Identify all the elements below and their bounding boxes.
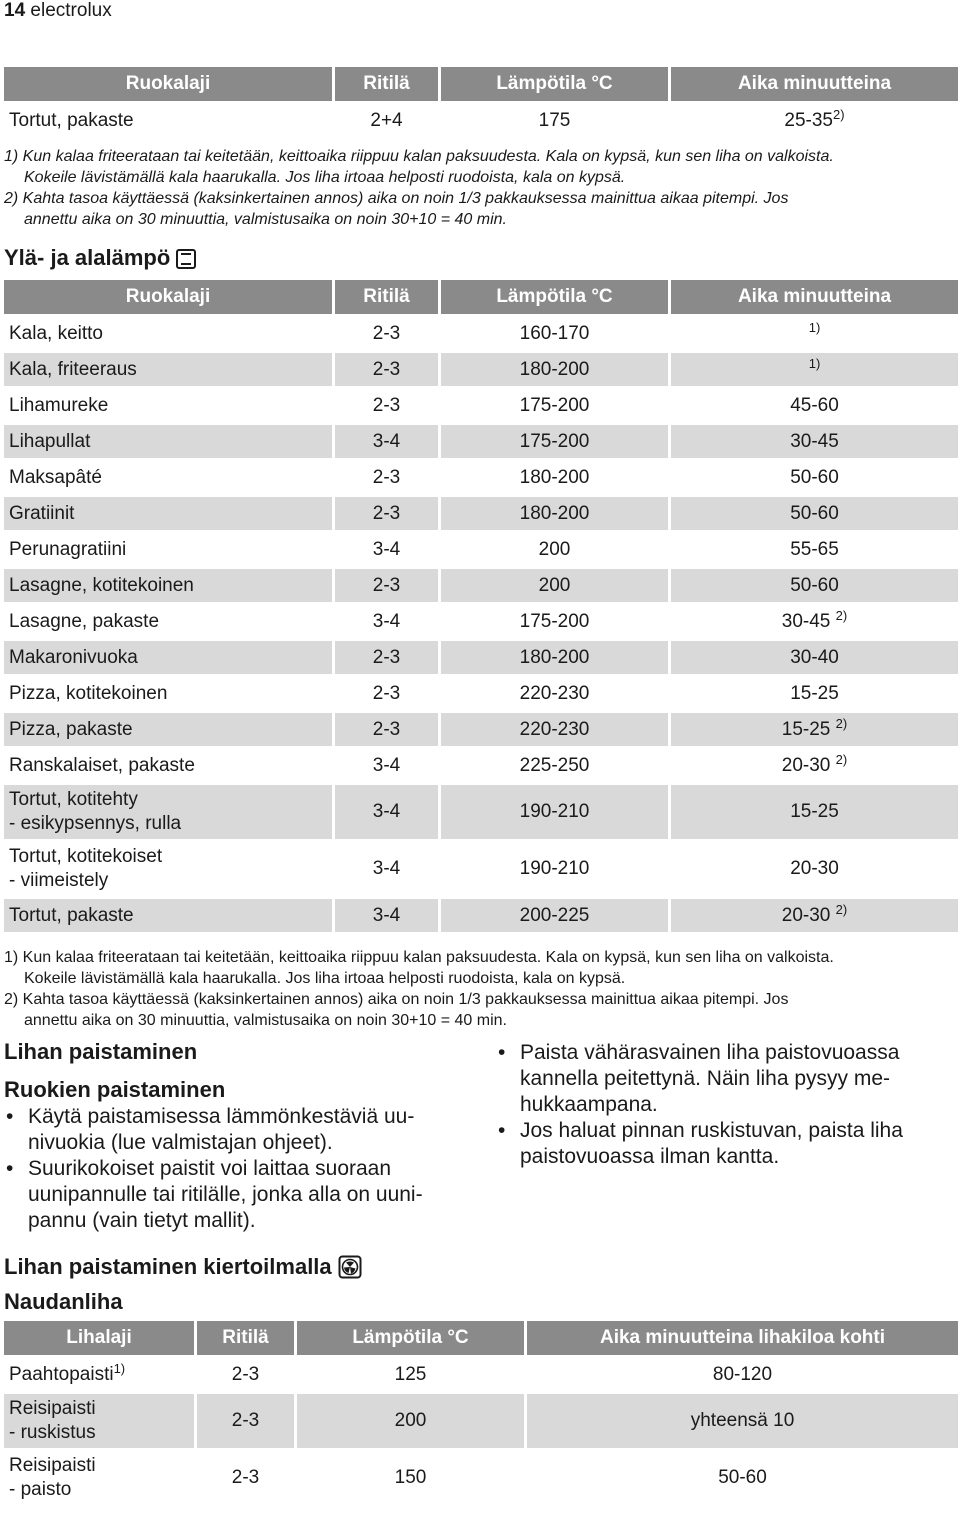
cell-shelf: 3-4 — [332, 899, 438, 932]
cell-temp: 150 — [294, 1451, 524, 1505]
cell-dish: Kala, friteeraus — [4, 353, 332, 386]
tip-line: • Jos haluat pinnan ruskistuvan, paista liha — [520, 1119, 903, 1142]
table-beef — [4, 1318, 958, 1508]
brand-name: electrolux — [30, 0, 112, 21]
cell-shelf: 3-4 — [332, 749, 438, 782]
cell-temp: 175-200 — [438, 389, 668, 422]
time-value: 20-30 — [790, 858, 839, 879]
footnotes-1 — [4, 146, 954, 230]
table-row — [4, 677, 958, 710]
cell-time — [668, 842, 958, 896]
footnote-ref: 1) — [808, 319, 821, 335]
cell-time — [668, 317, 958, 350]
table-header-row — [4, 1321, 958, 1355]
section-title: Ylä- ja alalämpö — [4, 245, 171, 270]
table-row — [4, 533, 958, 566]
section-title: Lihan paistaminen kiertoilmalla — [4, 1254, 332, 1279]
cell-temp: 180-200 — [438, 641, 668, 674]
dish-line-1: Tortut, kotitekoiset — [9, 846, 163, 867]
tip-line: kannella peitettynä. Näin liha pysyy me- — [520, 1067, 891, 1090]
cell-dish: Ranskalaiset, pakaste — [4, 749, 332, 782]
cell-dish: Perunagratiini — [4, 533, 332, 566]
footnote-1-line-1: 1) Kun kalaa friteerataan tai keitetään, keittoaika riippuu kalan paksuudesta. Kala on kypsä, kun sen liha on valkoista. — [4, 148, 834, 165]
cell-temp: 220-230 — [438, 677, 668, 710]
list-item — [4, 1104, 474, 1156]
footnote-1-line-2: Kokeile lävistämällä kala haarukalla. Jos liha irtoaa helposti ruodoista, kala on kypsä. — [24, 970, 626, 987]
cell-meat — [4, 1394, 194, 1448]
cell-temp: 180-200 — [438, 353, 668, 386]
footnote-2-line-1: 2) Kahta tasoa käyttäessä (kaksinkertainen annos) aika on noin 1/3 pakkauksessa mainittua aikaa pitempi. Jos — [4, 190, 789, 207]
cell-shelf: 2-3 — [332, 677, 438, 710]
time-value: 20-30 — [781, 754, 831, 776]
cell-dish: Pizza, kotitekoinen — [4, 677, 332, 710]
table-row — [4, 785, 958, 839]
cell-time — [668, 497, 958, 530]
table-row — [4, 1358, 958, 1391]
tip-line: nivuokia (lue valmistajan ohjeet). — [28, 1131, 333, 1154]
footnote-1-line-2: Kokeile lävistämällä kala haarukalla. Jos liha irtoaa helposti ruodoista, kala on kypsä. — [24, 169, 626, 186]
cell-time — [668, 425, 958, 458]
roasting-tips-left — [4, 1104, 474, 1234]
cell-dish — [4, 842, 332, 896]
col-header-shelf: Ritilä — [194, 1321, 294, 1355]
tip-line: paistovuoassa ilman kantta. — [520, 1145, 780, 1168]
col-header-dish: Ruokalaji — [4, 67, 332, 101]
cell-dish: Maksapâté — [4, 461, 332, 494]
meat-line-1: Reisipaisti — [9, 1455, 96, 1476]
list-item — [496, 1118, 956, 1170]
col-header-temp: Lämpötila °C — [438, 67, 668, 101]
table-row — [4, 1451, 958, 1505]
cell-time: yhteensä 10 — [524, 1394, 958, 1448]
cell-time — [668, 461, 958, 494]
cell-dish — [4, 785, 332, 839]
cell-shelf: 2-3 — [332, 317, 438, 350]
footnote-ref: 1) — [808, 355, 821, 371]
col-header-meat: Lihalaji — [4, 1321, 194, 1355]
time-value: 50-60 — [790, 574, 839, 596]
footnote-ref: 2) — [835, 751, 848, 767]
cell-dish: Makaronivuoka — [4, 641, 332, 674]
footnote-ref: 2) — [835, 901, 848, 917]
cell-dish: Lasagne, pakaste — [4, 605, 332, 638]
top-bottom-heat-icon — [176, 249, 196, 269]
page-number: 14 — [4, 0, 26, 21]
time-value: 45-60 — [790, 394, 839, 416]
cell-time — [668, 104, 958, 137]
cell-shelf: 3-4 — [332, 785, 438, 839]
cell-time — [668, 785, 958, 839]
time-value: 30-40 — [790, 646, 839, 668]
time-value: 20-30 — [781, 904, 831, 926]
col-header-shelf: Ritilä — [332, 280, 438, 314]
cell-shelf: 3-4 — [332, 605, 438, 638]
cell-temp: 175-200 — [438, 605, 668, 638]
cell-temp: 175 — [438, 104, 668, 137]
cell-dish: Kala, keitto — [4, 317, 332, 350]
list-item — [496, 1040, 956, 1118]
cell-dish: Lasagne, kotitekoinen — [4, 569, 332, 602]
tip-line: • Suurikokoiset paistit voi laittaa suoraan — [28, 1157, 392, 1180]
cell-time — [668, 749, 958, 782]
table-row — [4, 461, 958, 494]
table-header-row — [4, 280, 958, 314]
col-header-temp: Lämpötila °C — [294, 1321, 524, 1355]
col-header-temp: Lämpötila °C — [438, 280, 668, 314]
footnote-1-line-1: 1) Kun kalaa friteerataan tai keitetään, keittoaika riippuu kalan paksuudesta. Kala on kypsä, kun sen liha on valkoista. — [4, 949, 834, 966]
cell-temp: 200 — [438, 533, 668, 566]
table-header-row — [4, 67, 958, 101]
cell-shelf: 2-3 — [332, 497, 438, 530]
cell-time — [668, 899, 958, 932]
roasting-tips-right — [496, 1040, 956, 1170]
cell-temp: 200 — [294, 1394, 524, 1448]
footnote-2-line-2: annettu aika on 30 minuuttia, valmistusaika on noin 30+10 = 40 min. — [24, 211, 507, 228]
cell-shelf: 2-3 — [332, 713, 438, 746]
table-row — [4, 569, 958, 602]
cell-temp: 190-210 — [438, 785, 668, 839]
time-value: 30-45 — [781, 610, 831, 632]
subheading-beef: Naudanliha — [4, 1289, 123, 1314]
cell-dish: Gratiinit — [4, 497, 332, 530]
footnote-ref: 1) — [113, 1360, 126, 1376]
meat-line-2: - paisto — [9, 1479, 72, 1500]
time-value: 30-45 — [790, 430, 839, 452]
cell-temp: 175-200 — [438, 425, 668, 458]
cell-shelf: 2-3 — [332, 569, 438, 602]
cell-temp: 200-225 — [438, 899, 668, 932]
section-heading-roasting: Lihan paistaminen — [4, 1039, 198, 1064]
cell-time — [668, 389, 958, 422]
table-row — [4, 1394, 958, 1448]
time-value: 55-65 — [790, 538, 839, 560]
meat-line-1: Reisipaisti — [9, 1398, 96, 1419]
cell-time — [668, 605, 958, 638]
table-row — [4, 842, 958, 896]
col-header-time: Aika minuutteina lihakiloa kohti — [524, 1321, 958, 1355]
tip-line: • Paista vähärasvainen liha paistovuoassa — [520, 1041, 900, 1064]
cell-time: 80-120 — [524, 1358, 958, 1391]
table-row — [4, 353, 958, 386]
dish-line-1: Tortut, kotitehty — [9, 789, 138, 810]
footnote-ref: 2) — [835, 607, 848, 623]
col-header-time: Aika minuutteina — [668, 280, 958, 314]
cell-dish: Tortut, pakaste — [4, 104, 332, 137]
tip-line: • Käytä paistamisessa lämmönkestäviä uu- — [28, 1105, 415, 1128]
cell-shelf: 2-3 — [332, 353, 438, 386]
time-value: 50-60 — [790, 502, 839, 524]
table-row — [4, 641, 958, 674]
table-row — [4, 389, 958, 422]
col-header-time: Aika minuutteina — [668, 67, 958, 101]
cell-time: 50-60 — [524, 1451, 958, 1505]
cell-dish: Tortut, pakaste — [4, 899, 332, 932]
table-top-bottom-heat — [4, 277, 958, 935]
table-row — [4, 899, 958, 932]
cell-temp: 160-170 — [438, 317, 668, 350]
tip-line: hukkaampana. — [520, 1093, 658, 1116]
time-value: 15-25 — [790, 682, 839, 704]
cell-time — [668, 353, 958, 386]
time-value: 50-60 — [790, 466, 839, 488]
cell-dish: Lihamureke — [4, 389, 332, 422]
cell-time — [668, 713, 958, 746]
col-header-dish: Ruokalaji — [4, 280, 332, 314]
table-row — [4, 749, 958, 782]
cell-shelf: 2-3 — [194, 1358, 294, 1391]
footnotes-2 — [4, 947, 954, 1031]
table-row — [4, 605, 958, 638]
time-value: 15-25 — [781, 718, 831, 740]
cell-shelf: 2-3 — [332, 641, 438, 674]
table-row — [4, 497, 958, 530]
section-heading-top-bottom-heat — [4, 245, 196, 271]
page-header — [4, 0, 112, 22]
cell-meat — [4, 1358, 194, 1391]
section-heading-fan-roasting — [4, 1254, 362, 1280]
cell-time — [668, 533, 958, 566]
cell-dish: Lihapullat — [4, 425, 332, 458]
time-value: 15-25 — [790, 801, 839, 822]
cell-shelf: 2-3 — [194, 1451, 294, 1505]
table-row — [4, 713, 958, 746]
cell-temp: 225-250 — [438, 749, 668, 782]
cell-temp: 220-230 — [438, 713, 668, 746]
col-header-shelf: Ritilä — [332, 67, 438, 101]
footnote-2-line-1: 2) Kahta tasoa käyttäessä (kaksinkertainen annos) aika on noin 1/3 pakkauksessa mainittua aikaa pitempi. Jos — [4, 991, 789, 1008]
cell-dish: Pizza, pakaste — [4, 713, 332, 746]
cell-shelf: 2-3 — [332, 389, 438, 422]
meat-name: Paahtopaisti — [9, 1363, 114, 1385]
time-value: 25-35 — [784, 109, 834, 131]
cell-shelf: 3-4 — [332, 533, 438, 566]
cell-time — [668, 569, 958, 602]
cell-temp: 180-200 — [438, 461, 668, 494]
cell-shelf: 3-4 — [332, 425, 438, 458]
list-item — [4, 1156, 474, 1234]
table-frozen-pies — [4, 64, 958, 140]
cell-shelf: 2+4 — [332, 104, 438, 137]
tip-line: uunipannulle tai ritilälle, jonka alla on uuni- — [28, 1183, 423, 1206]
cell-shelf: 2-3 — [194, 1394, 294, 1448]
cell-temp: 125 — [294, 1358, 524, 1391]
cell-shelf: 2-3 — [332, 461, 438, 494]
dish-line-2: - viimeistely — [9, 870, 109, 891]
cell-time — [668, 641, 958, 674]
meat-line-2: - ruskistus — [9, 1422, 96, 1443]
cell-shelf: 3-4 — [332, 842, 438, 896]
cell-meat — [4, 1451, 194, 1505]
table-row — [4, 425, 958, 458]
tip-line: pannu (vain tietyt mallit). — [28, 1209, 256, 1232]
cell-temp: 180-200 — [438, 497, 668, 530]
cell-temp: 200 — [438, 569, 668, 602]
cell-temp: 190-210 — [438, 842, 668, 896]
cell-time — [668, 677, 958, 710]
footnote-2-line-2: annettu aika on 30 minuuttia, valmistusaika on noin 30+10 = 40 min. — [24, 1012, 507, 1029]
footnote-ref: 2) — [835, 715, 848, 731]
footnote-ref: 2) — [833, 106, 845, 122]
table-row — [4, 104, 958, 137]
fan-heat-icon — [338, 1255, 362, 1279]
dish-line-2: - esikypsennys, rulla — [9, 813, 182, 834]
table-row — [4, 317, 958, 350]
subheading-roasting-food: Ruokien paistaminen — [4, 1077, 226, 1102]
